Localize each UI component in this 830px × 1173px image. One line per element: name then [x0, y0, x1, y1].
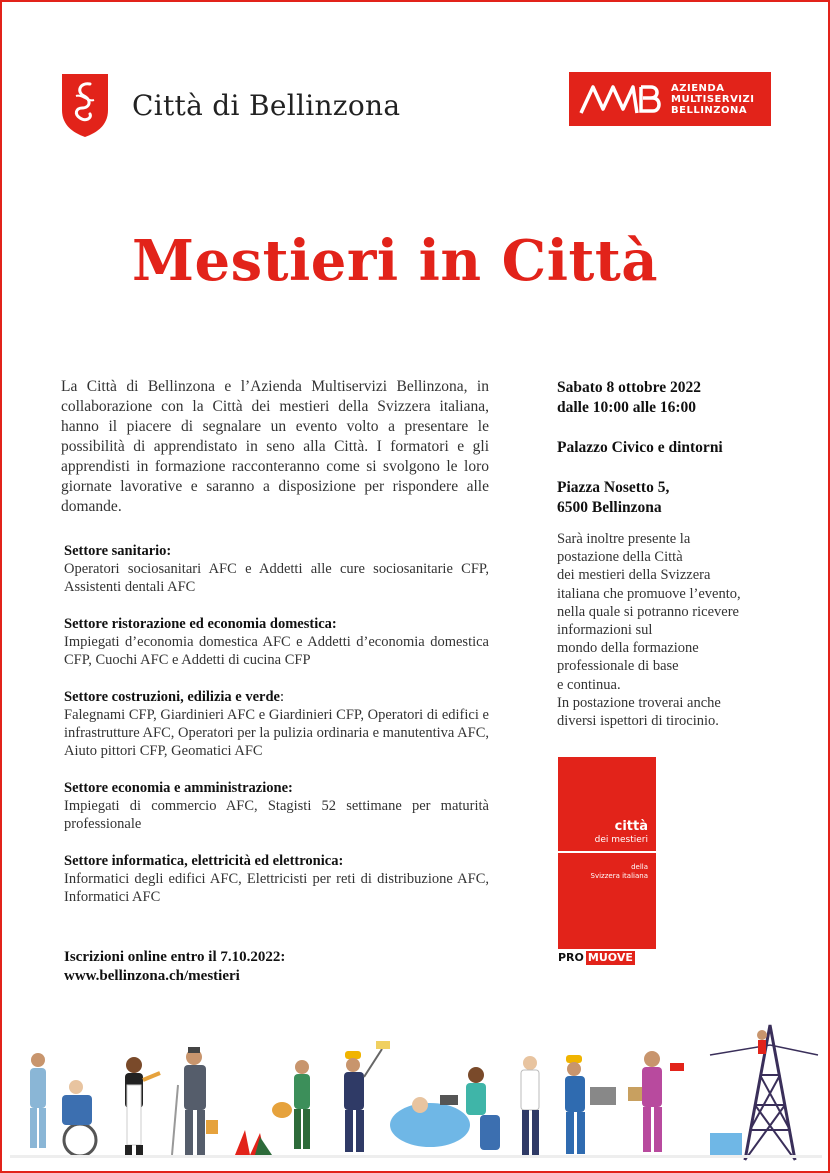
event-address-city: 6500 Bellinzona — [557, 499, 662, 516]
event-time: dalle 10:00 alle 16:00 — [557, 399, 697, 416]
intro-paragraph: La Città di Bellinzona e l’Azienda Multiservizi Bellinzona, in collaborazione con la Città dei mestieri della Svizzera italiana, hanno il piacere di segnalare un evento volto a presentare le possibilità di apprendistato in seno alla Città. I formatori e gli apprendisti in formazione racconteranno come si svolgono le loro giornate lavorative e saranno a disposizione per rispondere alle domande. — [61, 378, 489, 515]
event-address-street: Piazza Nosetto 5, — [557, 479, 670, 496]
sector-text: Impiegati di commercio AFC, Stagisti 52 settimane per maturità professionale — [64, 798, 489, 832]
event-note: Sarà inoltre presente la postazione della Città dei mestieri della Svizzera italiana che promuove l’evento, nella quale si potranno ricevere informazioni sul mondo della formazione professionale di base e continua. In postazione troverai anche diversi ispettori di tirocinio. — [557, 531, 741, 730]
cleaner-icon — [172, 1047, 218, 1155]
plants-icon — [235, 1130, 272, 1155]
sector-catering — [64, 615, 489, 669]
electronics-worker-icon — [628, 1051, 684, 1152]
sector-economy — [64, 779, 489, 833]
city-name: Città di Bellinzona — [132, 88, 401, 122]
sector-title: Settore informatica, elettricità ed elettronica: — [64, 853, 344, 869]
promuove-label: PRO MUOVE — [558, 951, 633, 964]
cdm-top-block: città dei mestieri — [558, 757, 656, 851]
businessman-icon — [521, 1056, 539, 1155]
page-title: Mestieri in Città — [131, 228, 659, 294]
sector-text: Operatori sociosanitari AFC e Addetti alle cure sociosanitarie CFP, Assistenti dentali AFC — [64, 561, 489, 595]
signup-deadline: Iscrizioni online entro il 7.10.2022: — [64, 949, 286, 965]
signup-url[interactable]: www.bellinzona.ch/mestieri — [64, 968, 240, 984]
sector-text: Impiegati d’economia domestica AFC e Addetti d’economia domestica CFP, Cuochi AFC e Addetti di cucina CFP — [64, 634, 489, 668]
event-venue: Palazzo Civico e dintorni — [557, 439, 723, 456]
dental-scene-icon — [390, 1067, 500, 1150]
gardener-icon — [272, 1060, 310, 1149]
waitress-icon — [125, 1057, 160, 1155]
sector-title: Settore sanitario: — [64, 543, 172, 559]
amb-logo — [569, 72, 771, 126]
sectors-list — [64, 542, 489, 925]
sector-title: Settore economia e amministrazione: — [64, 780, 293, 796]
sector-text: Informatici degli edifici AFC, Elettricisti per reti di distribuzione AFC, Informatici AFC — [64, 871, 489, 905]
citta-dei-mestieri-logo — [558, 757, 656, 965]
sector-text: Falegnami CFP, Giardinieri AFC e Giardinieri CFP, Operatori di edifici e infrastrutture AFC, Operatori per la pulizia ordinaria e manutentiva AFC, Aiuto pittori CFP, Geomatici AFC — [64, 707, 489, 759]
event-date: Sabato 8 ottobre 2022 — [557, 379, 701, 396]
caregiver-icon — [30, 1053, 96, 1156]
sector-title: Settore ristorazione ed economia domestica: — [64, 616, 337, 632]
bellinzona-shield-icon — [60, 72, 110, 138]
workers-illustration — [10, 1015, 822, 1165]
amb-mark-icon — [577, 79, 663, 119]
power-pylon-icon — [710, 1025, 818, 1160]
sector-construction — [64, 688, 489, 760]
cdm-bottom-block: della Svizzera italiana — [558, 853, 656, 949]
event-details — [557, 378, 777, 730]
sector-it — [64, 852, 489, 906]
amb-text: AZIENDA MULTISERVIZI BELLINZONA — [671, 82, 755, 116]
technician-icon — [565, 1055, 616, 1154]
signup-info — [64, 948, 285, 986]
sector-title: Settore costruzioni, edilizia e verde: — [64, 689, 284, 705]
painter-icon — [344, 1041, 390, 1152]
sector-health — [64, 542, 489, 596]
city-logo — [60, 72, 400, 138]
